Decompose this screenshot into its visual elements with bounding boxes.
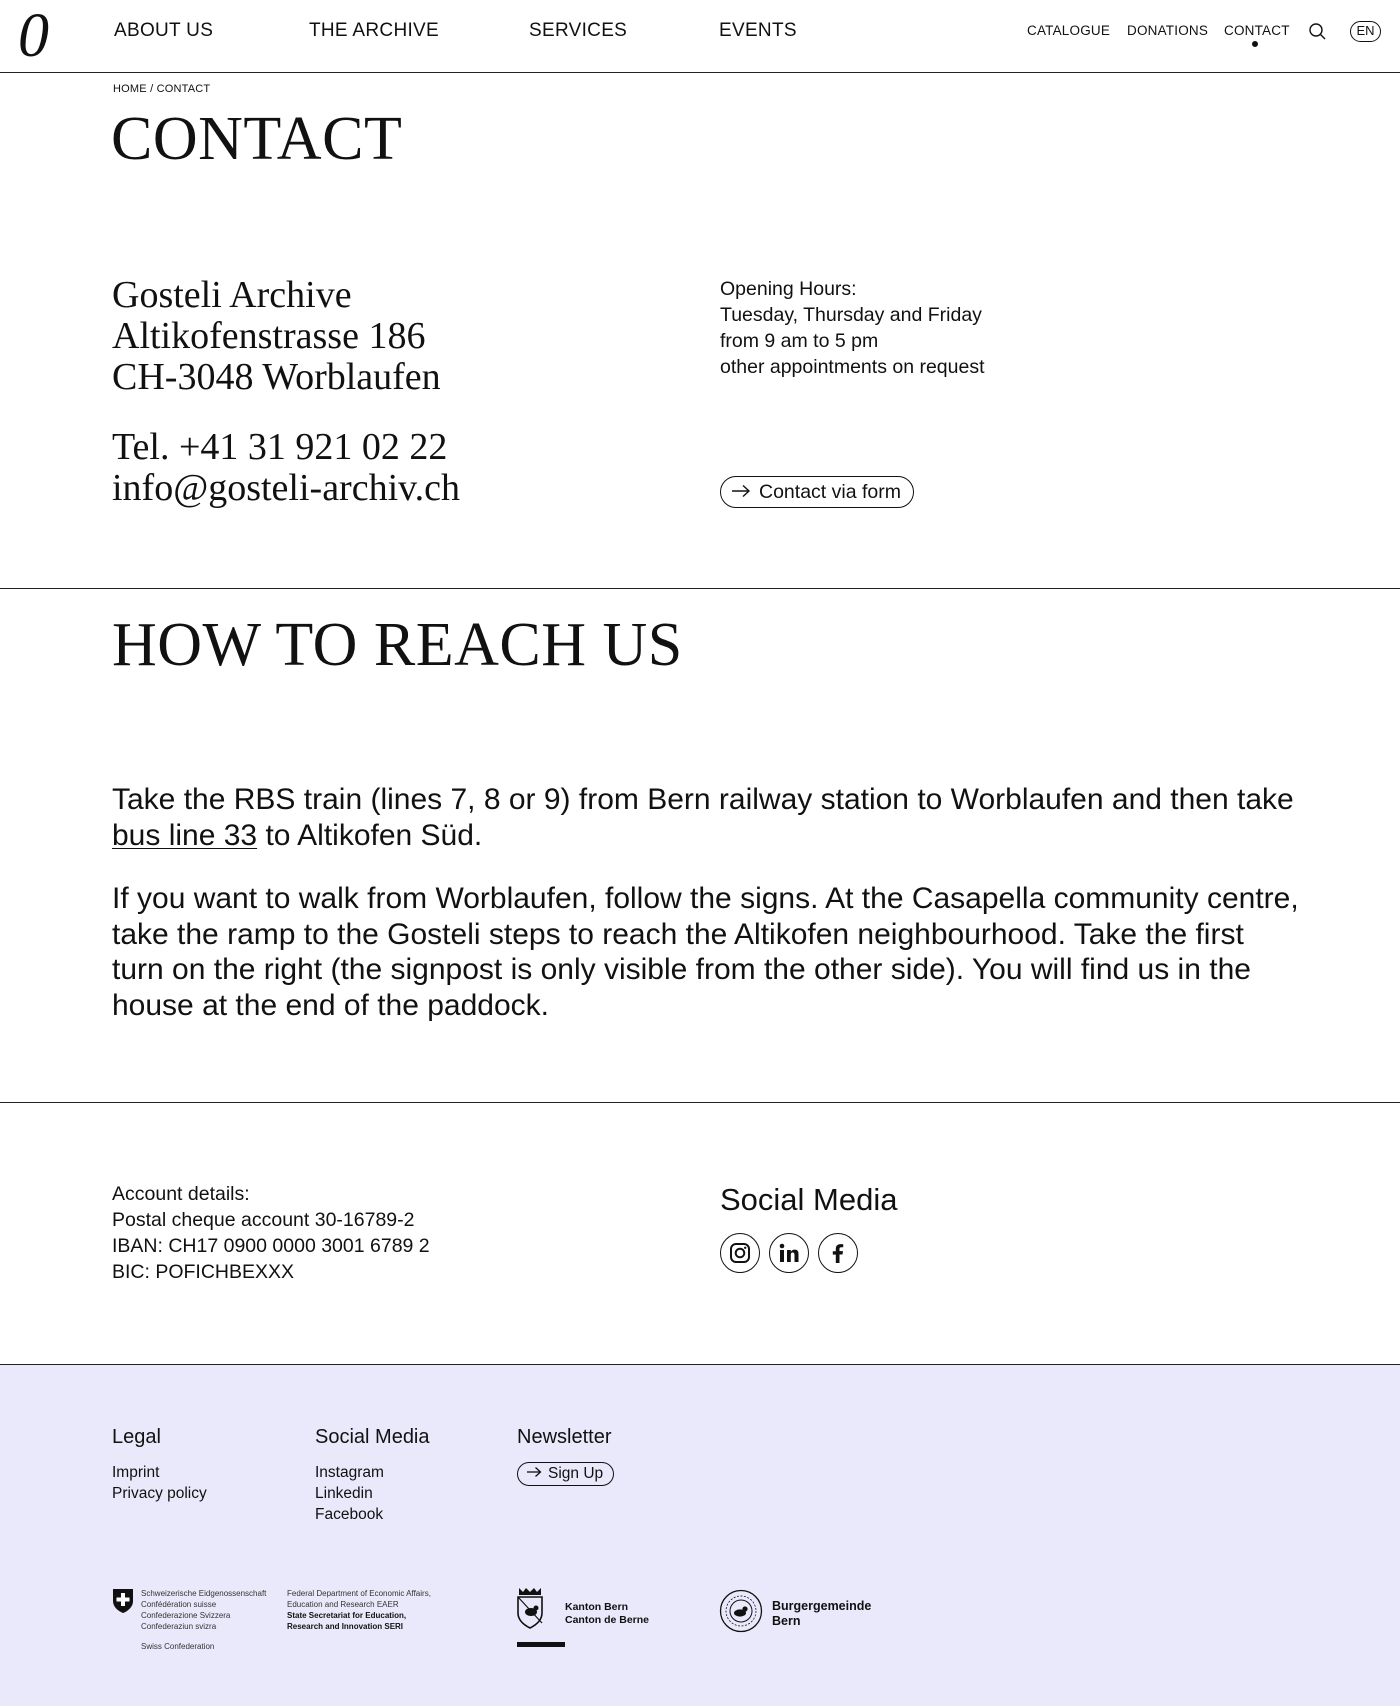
social-media-title: Social Media [720, 1182, 898, 1217]
footer-legal [112, 1424, 207, 1504]
logo-text: Burgergemeinde [772, 1599, 872, 1613]
logo-text: State Secretariat for Education, [287, 1611, 407, 1620]
footer-link-linkedin[interactable]: Linkedin [315, 1485, 373, 1502]
nav-about-us[interactable]: ABOUT US [114, 20, 214, 41]
page-title: CONTACT [111, 105, 403, 173]
logo-text: Schweizerische Eidgenossenschaft [141, 1589, 267, 1598]
postal-address [112, 275, 441, 398]
bus-line-link[interactable]: bus line 33 [112, 818, 258, 852]
logo-underline [517, 1642, 565, 1647]
nav-catalogue[interactable]: CATALOGUE [1027, 23, 1111, 38]
breadcrumb-separator: / [146, 83, 157, 95]
breadcrumb [113, 83, 210, 95]
breadcrumb-current: CONTACT [156, 83, 211, 95]
nav-services[interactable]: SERVICES [529, 20, 628, 41]
hours-line: Opening Hours: [720, 278, 857, 300]
hours-line: Tuesday, Thursday and Friday [720, 304, 982, 326]
footer-link-instagram[interactable]: Instagram [315, 1464, 384, 1481]
arrow-right-icon [731, 481, 751, 504]
footer-legal-title: Legal [112, 1426, 161, 1448]
account-line: IBAN: CH17 0900 0000 3001 6789 2 [112, 1235, 430, 1257]
email-link[interactable]: info@gosteli-archiv.ch [112, 467, 461, 509]
logo-text: Confederazione Svizzera [141, 1611, 231, 1620]
account-line: Account details: [112, 1183, 250, 1205]
directions-walk: If you want to walk from Worblaufen, follow the signs. At the Casapella community centre, take the ramp to the Gosteli steps to reach the Altikofen neighbourhood. Take the first turn on the right (the signpost is only visible from the other side). You will find us in the house at the end of the paddock. [112, 882, 1299, 1022]
swiss-shield-icon [112, 1588, 134, 1614]
language-switcher[interactable]: EN [1350, 21, 1381, 42]
address-line: Altikofenstrasse 186 [112, 315, 426, 357]
active-indicator [1252, 41, 1258, 47]
footer-link-privacy[interactable]: Privacy policy [112, 1485, 207, 1502]
directions-text: to Altikofen Süd. [257, 818, 483, 852]
contact-form-label: Contact via form [759, 480, 901, 503]
logo-text: Kanton Bern [565, 1601, 628, 1613]
contact-details [112, 427, 460, 509]
opening-hours [720, 276, 985, 380]
footer-social-title: Social Media [315, 1426, 430, 1448]
section-divider [0, 588, 1400, 589]
logo-text: Swiss Confederation [141, 1642, 215, 1651]
nav-contact[interactable]: CONTACT [1224, 23, 1290, 38]
phone-number[interactable]: Tel. +41 31 921 02 22 [112, 426, 448, 468]
account-line: Postal cheque account 30-16789-2 [112, 1209, 415, 1231]
footer-link-facebook[interactable]: Facebook [315, 1506, 384, 1523]
social-icons [720, 1233, 858, 1273]
site-footer [0, 1364, 1400, 1706]
bern-bear-crest-icon [517, 1587, 543, 1629]
footer-social [315, 1424, 430, 1525]
signup-label: Sign Up [548, 1465, 604, 1482]
logo-text: Confédération suisse [141, 1600, 217, 1609]
nav-donations[interactable]: DONATIONS [1127, 23, 1209, 38]
section-divider [0, 1102, 1400, 1103]
logo-text: Research and Innovation SERI [287, 1622, 404, 1631]
footer-newsletter-title: Newsletter [517, 1426, 612, 1448]
account-details [112, 1181, 430, 1285]
logo-text: Canton de Berne [565, 1614, 650, 1626]
site-logo[interactable]: 0 [18, 2, 49, 70]
directions-text: Take the RBS train (lines 7, 8 or 9) from Bern railway station to Worblaufen and then take [112, 783, 1294, 816]
logo-text: Federal Department of Economic Affairs, [287, 1589, 431, 1598]
logo-text: Education and Research EAER [287, 1600, 399, 1609]
logo-text: Confederaziun svizra [141, 1622, 217, 1631]
account-line: BIC: POFICHBEXXX [112, 1261, 295, 1283]
hours-line: other appointments on request [720, 356, 985, 378]
section-title-how-to-reach: HOW TO REACH US [112, 611, 683, 679]
nav-the-archive[interactable]: THE ARCHIVE [309, 20, 439, 41]
directions-train [112, 782, 1302, 853]
arrow-right-icon [526, 1465, 542, 1483]
facebook-icon[interactable] [818, 1233, 858, 1273]
address-line: CH-3048 Worblaufen [112, 356, 441, 398]
logo-text: Bern [772, 1614, 801, 1628]
instagram-icon[interactable] [720, 1233, 760, 1273]
hours-line: from 9 am to 5 pm [720, 330, 879, 352]
newsletter-signup-button[interactable] [517, 1462, 614, 1486]
footer-link-imprint[interactable]: Imprint [112, 1464, 160, 1481]
search-icon[interactable] [1308, 22, 1328, 42]
logo-eaer-seri[interactable] [287, 1588, 431, 1632]
address-line: Gosteli Archive [112, 274, 352, 316]
contact-form-button[interactable] [720, 476, 914, 508]
breadcrumb-home[interactable]: HOME [113, 83, 147, 95]
linkedin-icon[interactable] [769, 1233, 809, 1273]
burgergemeinde-seal-icon [719, 1589, 763, 1633]
site-header [0, 0, 1400, 73]
footer-newsletter [517, 1424, 614, 1486]
nav-events[interactable]: EVENTS [719, 20, 797, 41]
